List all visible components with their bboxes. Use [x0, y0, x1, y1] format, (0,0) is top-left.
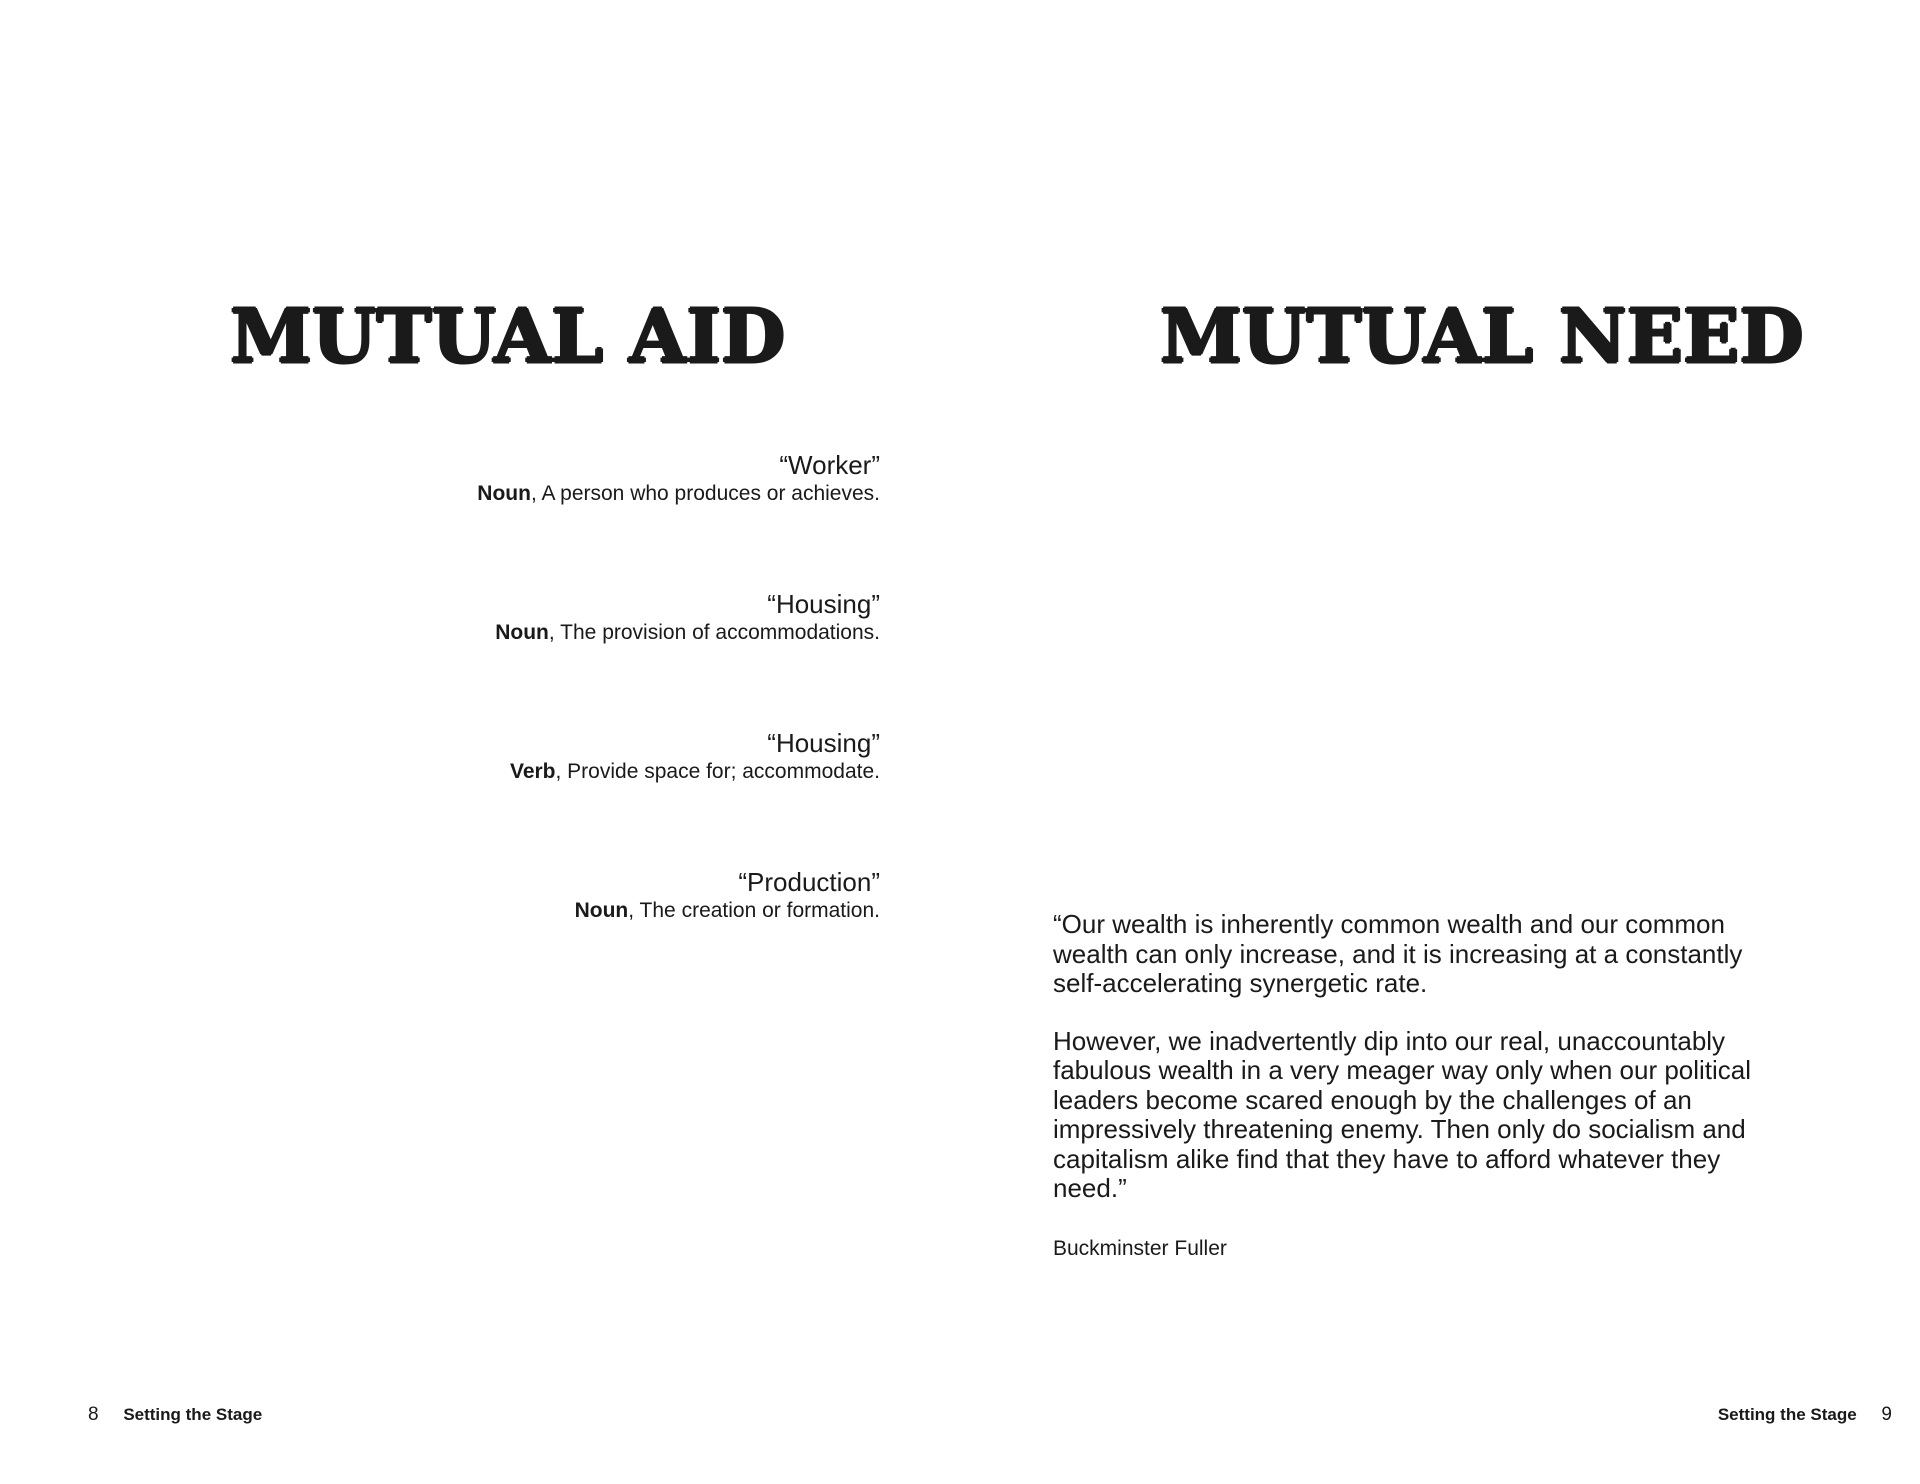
definition-text: , Provide space for; accommodate. — [555, 760, 880, 783]
definition-body — [300, 481, 880, 507]
definition-term: “Worker” — [779, 450, 880, 480]
definition-term: “Production” — [738, 867, 880, 897]
page-title: MUTUAL AID — [230, 294, 786, 380]
definition-body — [300, 759, 880, 785]
definition-term: “Housing” — [767, 589, 880, 619]
definition-item — [300, 588, 880, 646]
page-footer — [1718, 1404, 1892, 1426]
definition-item — [300, 449, 880, 507]
quote-block — [1053, 910, 1793, 1232]
definition-term: “Housing” — [767, 728, 880, 758]
definition-item — [300, 866, 880, 924]
part-of-speech: Noun — [477, 482, 531, 505]
part-of-speech: Verb — [509, 760, 556, 783]
part-of-speech: Noun — [574, 899, 629, 922]
part-of-speech: Noun — [495, 621, 549, 644]
definition-text: , The creation or formation. — [628, 899, 880, 922]
quote-attribution: Buckminster Fuller — [1053, 1237, 1227, 1260]
page-number: 8 — [88, 1404, 99, 1425]
section-name: Setting the Stage — [123, 1405, 263, 1424]
page-footer — [88, 1404, 262, 1426]
definition-text: , A person who produces or achieves. — [530, 482, 880, 505]
definition-item — [300, 727, 880, 785]
right-page — [960, 0, 1920, 1484]
definition-body — [300, 620, 880, 646]
page-title: MUTUAL NEED — [1160, 294, 1804, 380]
quote-paragraph: However, we inadvertently dip into our real, unaccountably fabulous wealth in a very meager way only when our political leaders become scared enough by the challenges of an impressively threatening enemy. Then only do socialism and capitalism alike find that they have to afford whatever they need.” — [1053, 1025, 1752, 1203]
page-number: 9 — [1881, 1404, 1892, 1425]
definition-body — [300, 898, 880, 924]
definition-text: , The provision of accommodations. — [548, 621, 880, 644]
quote-paragraph: “Our wealth is inherently common wealth and our common wealth can only increase, and it is increasing at a constantly self-accelerating synergetic rate. — [1053, 909, 1743, 998]
definitions-list — [300, 449, 880, 1005]
section-name: Setting the Stage — [1717, 1405, 1857, 1424]
